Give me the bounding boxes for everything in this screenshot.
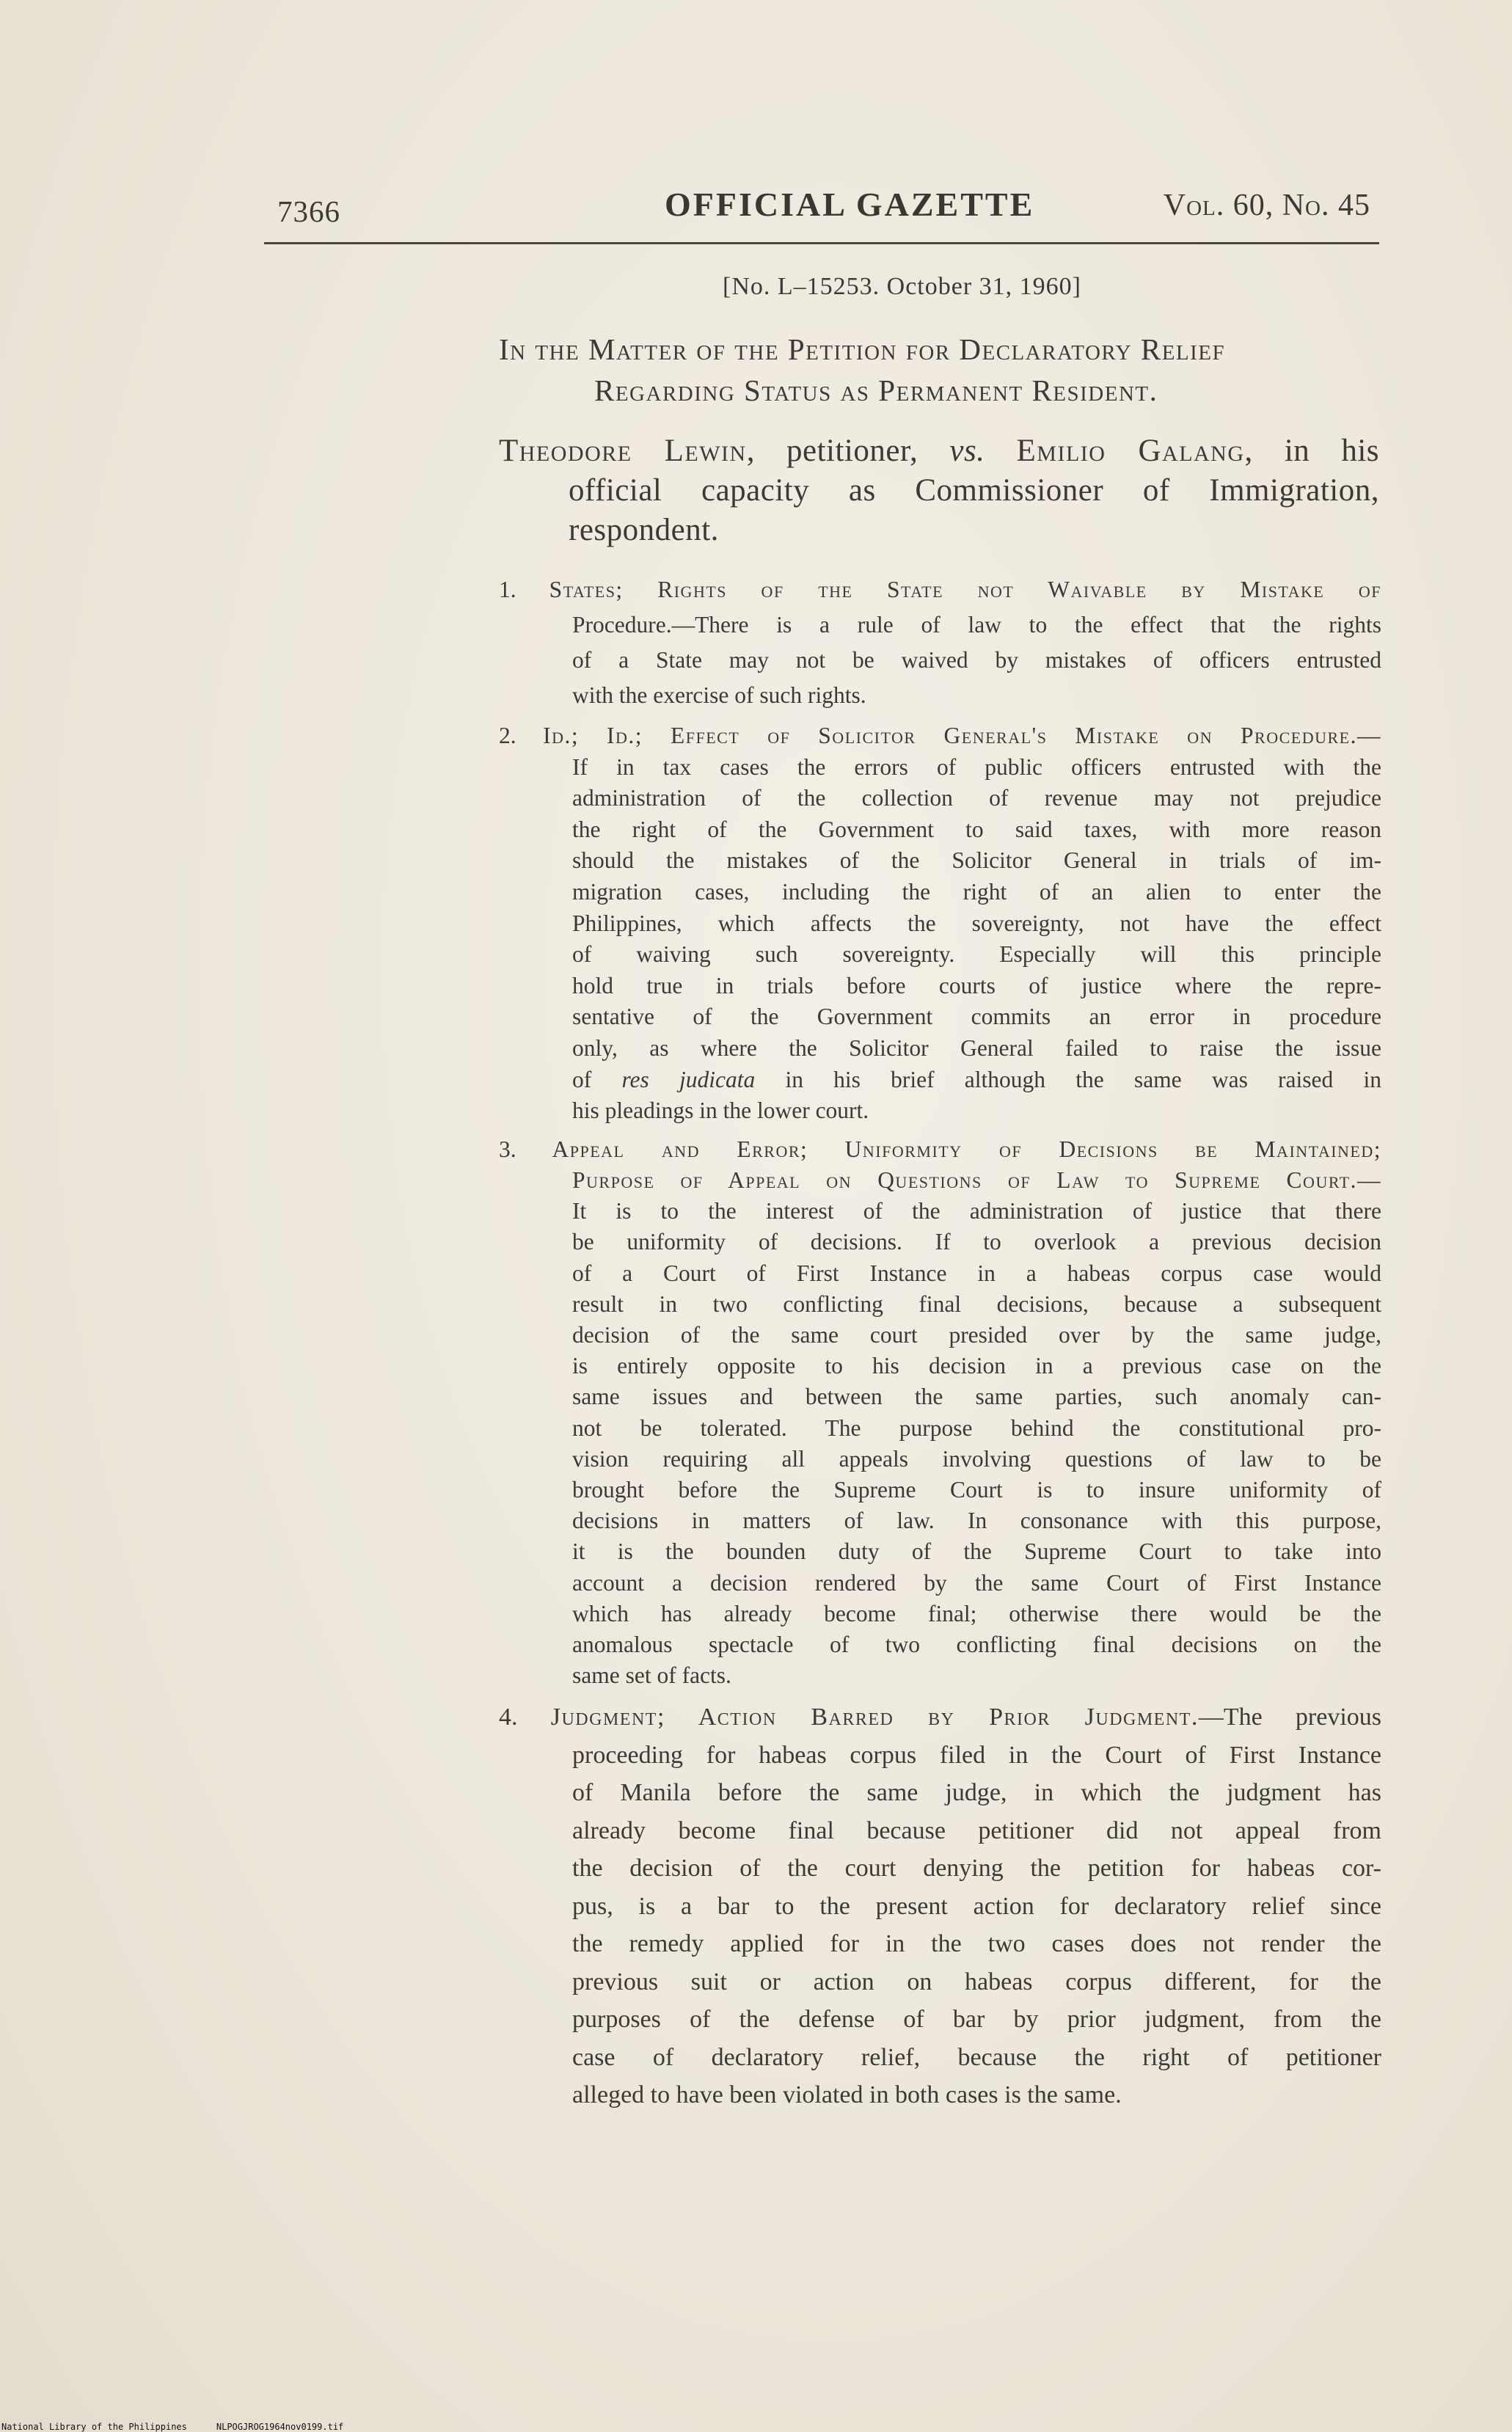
syllabus-line-res-judicata [499, 1065, 1381, 1096]
syllabus-item-1 [499, 572, 1381, 713]
syllabus-line: it is the bounden duty of the Supreme Court to take into [572, 1538, 1381, 1565]
syllabus-line: purposes of the defense of bar by prior judgment, from the [572, 2006, 1381, 2034]
syllabus-item-4 [499, 1698, 1381, 2114]
syllabus-line: same issues and between the same parties, such anomaly can- [572, 1384, 1381, 1410]
library-name: National Library of the Philippines [1, 2422, 187, 2432]
syllabus-line: If in tax cases the errors of public officers entrusted with the [572, 753, 1381, 780]
syllabus-line: brought before the Supreme Court is to insure uniformity of [572, 1476, 1381, 1502]
line-text: in his brief although the same was raised in [755, 1066, 1381, 1092]
syllabus-number: 2. [499, 723, 516, 748]
petitioner-name: Theodore Lewin [499, 434, 747, 468]
syllabus-3-heading-line [499, 1134, 1381, 1165]
case-number: [No. L–15253. October 31, 1960] [723, 273, 1081, 300]
syllabus-line: same set of facts. [572, 1662, 731, 1689]
scan-footer [1, 2422, 373, 2432]
case-parties [499, 431, 1379, 550]
syllabus-2-heading-line [499, 720, 1381, 752]
syllabus-line: Philippines, which affects the sovereignty, not have the effect [572, 910, 1381, 936]
line-text: of [572, 1066, 622, 1092]
syllabus-line: of Manila before the same judge, in which the judgment has [572, 1779, 1381, 1807]
file-name: NLPOGJROG1964nov0199.tif [216, 2422, 344, 2432]
latin-term: res judicata [621, 1066, 756, 1092]
syllabus-line: is entirely opposite to his decision in a previous case on the [572, 1353, 1381, 1379]
case-title-line-1: In the Matter of the Petition for Declaratory Relief [499, 332, 1226, 366]
syllabus-number: 4. [499, 1704, 518, 1731]
syllabus-line: Purpose of Appeal on Questions of Law to Supreme Court.— [572, 1166, 1381, 1193]
syllabus-item-2 [499, 720, 1381, 1127]
syllabus-line: pus, is a bar to the present action for declaratory relief since [572, 1892, 1381, 1920]
syllabus-line: sentative of the Government commits an error in procedure [572, 1004, 1381, 1030]
syllabus-line: the remedy applied for in the two cases does not render the [572, 1930, 1381, 1958]
parties-line-3: respondent. [569, 513, 719, 547]
syllabus-line: It is to the interest of the administration of justice that there [572, 1198, 1381, 1224]
syllabus-line: hold true in trials before courts of justice where the repre- [572, 972, 1381, 998]
versus: vs. [949, 434, 985, 468]
case-title [499, 329, 1379, 411]
syllabus-line: only, as where the Solicitor General failed to raise the issue [572, 1034, 1381, 1061]
syllabus-item-3 [499, 1134, 1381, 1692]
syllabus-line: Procedure.—There is a rule of law to the effect that the rights [572, 612, 1381, 638]
syllabus-1-heading-line [499, 572, 1381, 607]
parties-line-1-tail: , in his [1244, 434, 1380, 468]
respondent-name: Emilio Galang [1016, 434, 1245, 468]
syllabus-line: of a Court of First Instance in a habeas corpus case would [572, 1260, 1381, 1286]
petitioner-role: , petitioner, [746, 434, 950, 468]
syllabus-heading: Judgment; Action Barred by Prior Judgment. [550, 1704, 1199, 1731]
syllabus-heading-tail: —The previous [1198, 1704, 1382, 1731]
syllabus-line: account a decision rendered by the same Court of First Instance [572, 1569, 1381, 1596]
page-number: 7366 [277, 194, 340, 228]
syllabus-line: previous suit or action on habeas corpus different, for the [572, 1968, 1381, 1995]
syllabus-line: the decision of the court denying the petition for habeas cor- [572, 1855, 1381, 1883]
syllabus-line: his pleadings in the lower court. [572, 1098, 869, 1124]
syllabus [499, 572, 1381, 2114]
case-title-line-2: Regarding Status as Permanent Resident. [594, 373, 1158, 407]
parties-line-2: official capacity as Commissioner of Immigration, [569, 473, 1379, 508]
syllabus-line: result in two conflicting final decisions, because a subsequent [572, 1290, 1381, 1317]
syllabus-line: alleged to have been violated in both cases is the same. [572, 2081, 1122, 2109]
syllabus-line: case of declaratory relief, because the right of petitioner [572, 2043, 1381, 2071]
syllabus-number: 1. [499, 577, 516, 602]
syllabus-line: of a State may not be waived by mistakes of officers entrusted [572, 647, 1381, 673]
syllabus-line: decisions in matters of law. In consonance with this purpose, [572, 1508, 1381, 1534]
syllabus-line: administration of the collection of revenue may not prejudice [572, 785, 1381, 811]
syllabus-4-heading-line [499, 1698, 1381, 1737]
syllabus-line: be uniformity of decisions. If to overlook a previous decision [572, 1229, 1381, 1255]
syllabus-heading: States; Rights of the State not Waivable by Mistake of [549, 577, 1381, 602]
syllabus-line: vision requiring all appeals involving questions of law to be [572, 1445, 1381, 1472]
syllabus-line: the right of the Government to said taxes, with more reason [572, 816, 1381, 842]
volume-issue: Vol. 60, No. 45 [1163, 189, 1370, 222]
syllabus-line: with the exercise of such rights. [572, 682, 866, 708]
syllabus-line: already become final because petitioner did not appeal from [572, 1816, 1381, 1844]
syllabus-heading: Id.; Id.; Effect of Solicitor General's Mistake on Procedure.— [543, 723, 1381, 748]
syllabus-line: which has already become final; otherwise there would be the [572, 1600, 1381, 1626]
syllabus-heading: Appeal and Error; Uniformity of Decisions be Maintained; [552, 1136, 1382, 1162]
syllabus-line: proceeding for habeas corpus filed in the Court of First Instance [572, 1741, 1381, 1769]
header-rule [264, 242, 1379, 244]
syllabus-line: anomalous spectacle of two conflicting final decisions on the [572, 1631, 1381, 1657]
syllabus-line: of waiving such sovereignty. Especially will this principle [572, 941, 1381, 968]
parties-line-1 [499, 431, 1379, 471]
page-header [277, 180, 1370, 232]
syllabus-line: not be tolerated. The purpose behind the constitutional pro- [572, 1414, 1381, 1441]
syllabus-line: decision of the same court presided over by the same judge, [572, 1321, 1381, 1348]
syllabus-line: migration cases, including the right of an alien to enter the [572, 878, 1381, 905]
publication-title: OFFICIAL GAZETTE [665, 186, 1035, 223]
syllabus-number: 3. [499, 1136, 516, 1162]
syllabus-line: should the mistakes of the Solicitor General in trials of im- [572, 847, 1381, 874]
